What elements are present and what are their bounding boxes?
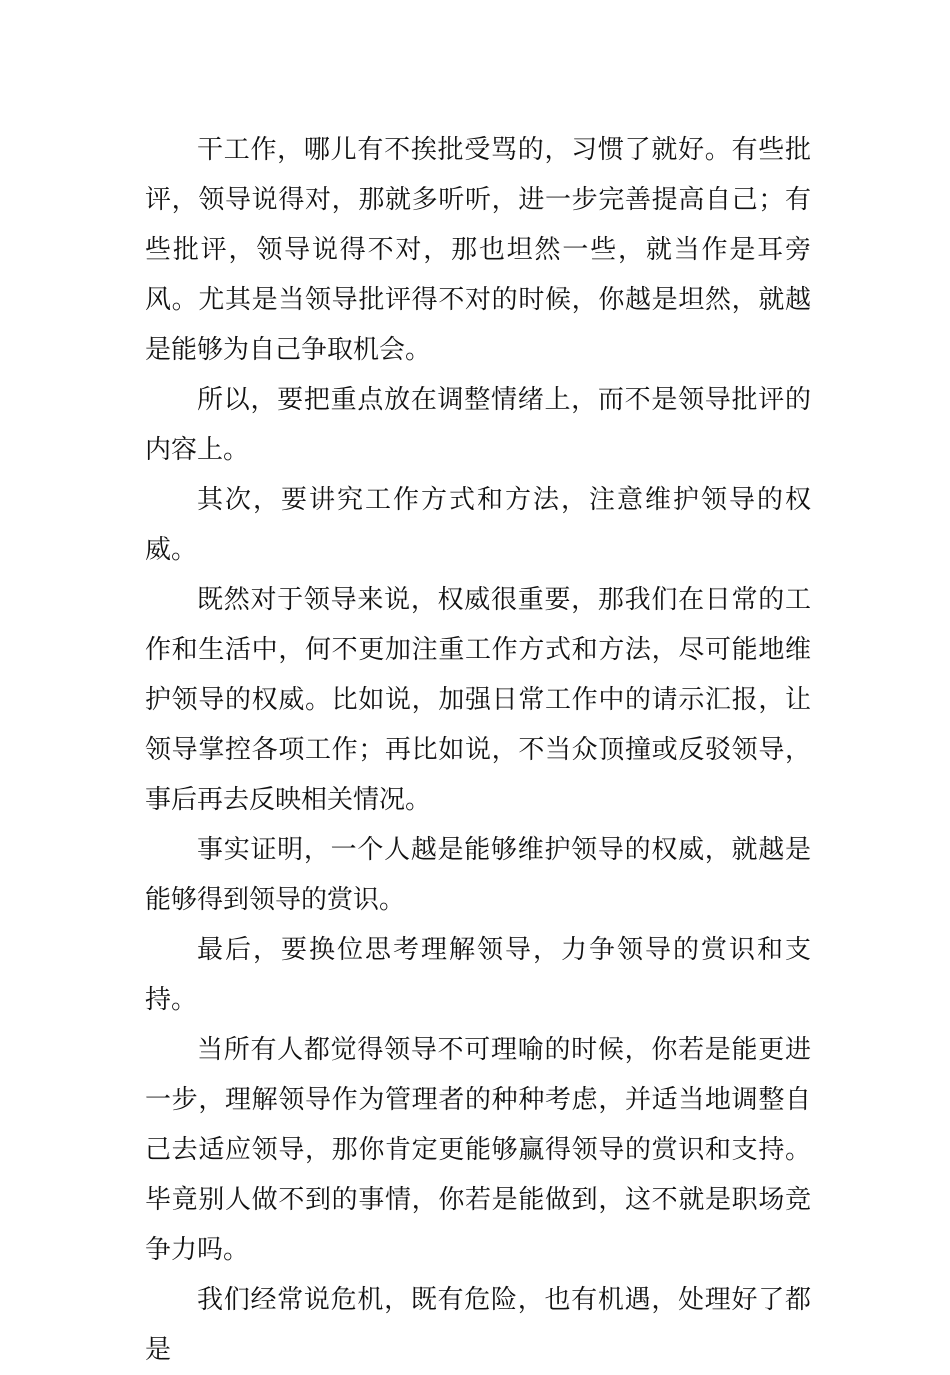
paragraph-7: 当所有人都觉得领导不可理喻的时候，你若是能更进一步，理解领导作为管理者的种种考虑，并适当地调整自己去适应领导，那你肯定更能够赢得领导的赏识和支持。毕竟别人做不到的事情，你若是能做到，这不就是职场竞争力吗。 <box>145 1035 811 1265</box>
paragraph-2: 所以，要把重点放在调整情绪上，而不是领导批评的内容上。 <box>145 385 811 465</box>
paragraph-5: 事实证明，一个人越是能够维护领导的权威，就越是能够得到领导的赏识。 <box>145 835 811 915</box>
paragraph-1: 干工作，哪儿有不挨批受骂的，习惯了就好。有些批评，领导说得对，那就多听听，进一步完善提高自己；有些批评，领导说得不对，那也坦然一些，就当作是耳旁风。尤其是当领导批评得不对的时候，你越是坦然，就越是能够为自己争取机会。 <box>145 135 811 365</box>
paragraph-4: 既然对于领导来说，权威很重要，那我们在日常的工作和生活中，何不更加注重工作方式和方法，尽可能地维护领导的权威。比如说，加强日常工作中的请示汇报，让领导掌控各项工作；再比如说，不当众顶撞或反驳领导，事后再去反映相关情况。 <box>145 585 811 815</box>
paragraph-3: 其次，要讲究工作方式和方法，注意维护领导的权威。 <box>145 485 811 565</box>
paragraph-6: 最后，要换位思考理解领导，力争领导的赏识和支持。 <box>145 935 811 1015</box>
document-body <box>145 125 811 1375</box>
paragraph-8: 我们经常说危机，既有危险，也有机遇，处理好了都是 <box>145 1285 811 1365</box>
